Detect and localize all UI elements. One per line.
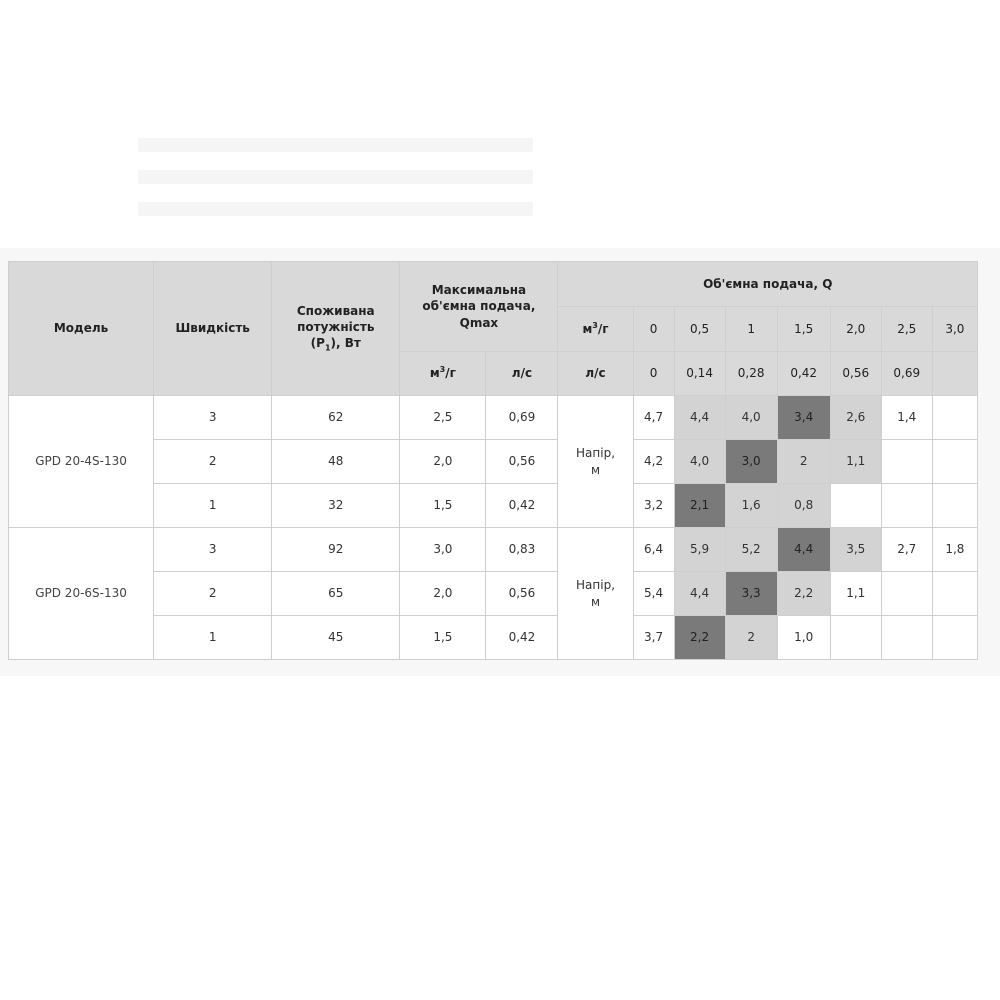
head-value-cell: 2,1 [674,484,725,528]
table-header [9,262,978,396]
qmax-ls-cell: 0,42 [486,484,558,528]
power-header-line-3-a: (P [310,336,325,351]
qmax-m3h-cell: 1,5 [400,616,486,660]
head-value-cell: 6,4 [633,528,674,572]
head-value-cell: 4,4 [777,528,830,572]
head-value-cell: 4,7 [633,396,674,440]
qmax-ls-cell: 0,56 [486,572,558,616]
power-cell: 45 [272,616,400,660]
head-label-line-1: Напір, [576,578,616,593]
flow-ls-value: 0,28 [725,352,777,396]
head-value-cell: 4,4 [674,396,725,440]
power-header-subscript: 1 [324,343,331,353]
head-value-cell: 2,7 [881,528,932,572]
power-header-line-1: Споживана [296,303,375,318]
flow-ls-value: 0,14 [674,352,725,396]
power-cell: 65 [272,572,400,616]
flow-column-header: Об'ємна подача, Q [558,262,978,307]
speed-cell: 1 [154,616,272,660]
qmax-ls-cell: 0,83 [486,528,558,572]
power-cell: 48 [272,440,400,484]
head-label-cell [558,528,633,660]
flow-m3h-value: 2,5 [881,307,932,352]
head-value-cell [932,484,977,528]
qmax-header-line-2: об'ємна подача, [422,299,536,314]
table-row [9,396,978,440]
head-label-line-2: м [590,594,601,609]
flow-ls-unit-label: л/с [558,352,633,396]
head-value-cell [932,572,977,616]
qmax-m3h-cell: 3,0 [400,528,486,572]
flow-ls-value [932,352,977,396]
power-header-line-2: потужність [297,319,375,334]
faded-background-text-line [138,202,533,216]
head-value-cell [881,484,932,528]
head-value-cell: 2 [777,440,830,484]
head-value-cell: 3,7 [633,616,674,660]
qmax-ls-unit-label: л/с [486,352,558,396]
head-value-cell: 4,4 [674,572,725,616]
head-label-cell [558,396,633,528]
flow-ls-value: 0,69 [881,352,932,396]
qmax-m3-tail: /г [445,366,456,381]
head-value-cell [830,484,881,528]
faded-background-text-line [138,138,533,152]
head-value-cell: 0,8 [777,484,830,528]
flow-m3-superscript: 3 [592,320,598,330]
head-value-cell: 4,0 [674,440,725,484]
flow-m3h-value: 1 [725,307,777,352]
qmax-m3h-cell: 2,0 [400,572,486,616]
head-value-cell: 4,0 [725,396,777,440]
table-row [9,484,978,528]
flow-m3-tail: /г [597,321,609,336]
flow-m3h-value: 0,5 [674,307,725,352]
table-row [9,572,978,616]
qmax-m3h-unit-label [400,352,486,396]
head-value-cell: 1,1 [830,572,881,616]
head-value-cell [932,616,977,660]
table-row [9,440,978,484]
faded-background-text-line [138,170,533,184]
power-header-line-3-b: ), Вт [330,336,361,351]
head-value-cell: 5,2 [725,528,777,572]
flow-m3h-value: 2,0 [830,307,881,352]
model-column-header: Модель [9,262,154,396]
qmax-m3-superscript: 3 [439,365,446,375]
power-cell: 32 [272,484,400,528]
speed-cell: 2 [154,440,272,484]
qmax-header-line-1: Максимальна [431,283,527,298]
speed-cell: 3 [154,396,272,440]
head-value-cell: 3,4 [777,396,830,440]
flow-m3h-unit-label [558,307,633,352]
qmax-header-line-3: Qmax [459,315,499,330]
speed-cell: 3 [154,528,272,572]
table-row [9,616,978,660]
flow-m3-base: м [582,321,593,336]
table-row [9,528,978,572]
qmax-ls-cell: 0,69 [486,396,558,440]
head-value-cell [932,396,977,440]
head-value-cell [932,440,977,484]
qmax-column-header [400,262,558,352]
head-label-line-2: м [590,462,601,477]
qmax-m3h-cell: 1,5 [400,484,486,528]
flow-m3h-value: 3,0 [932,307,977,352]
speed-cell: 1 [154,484,272,528]
power-cell: 62 [272,396,400,440]
model-cell: GPD 20-6S-130 [9,528,154,660]
head-value-cell: 3,5 [830,528,881,572]
table-body [9,396,978,660]
power-column-header [272,262,400,396]
qmax-ls-cell: 0,42 [486,616,558,660]
head-value-cell: 2 [725,616,777,660]
head-value-cell: 1,1 [830,440,881,484]
head-label-line-1: Напір, [576,446,616,461]
head-value-cell [881,440,932,484]
flow-ls-value: 0 [633,352,674,396]
head-value-cell [881,572,932,616]
header-row-1 [9,262,978,307]
head-value-cell: 3,3 [725,572,777,616]
head-value-cell: 3,0 [725,440,777,484]
head-value-cell: 1,6 [725,484,777,528]
head-value-cell: 1,4 [881,396,932,440]
head-value-cell: 2,2 [674,616,725,660]
flow-ls-value: 0,42 [777,352,830,396]
flow-m3h-value: 1,5 [777,307,830,352]
flow-ls-value: 0,56 [830,352,881,396]
head-value-cell [881,616,932,660]
model-cell: GPD 20-4S-130 [9,396,154,528]
head-value-cell: 2,6 [830,396,881,440]
qmax-m3-base: м [429,366,440,381]
power-cell: 92 [272,528,400,572]
head-value-cell: 3,2 [633,484,674,528]
head-value-cell: 1,8 [932,528,977,572]
head-value-cell: 5,4 [633,572,674,616]
qmax-ls-cell: 0,56 [486,440,558,484]
speed-column-header: Швидкість [154,262,272,396]
head-value-cell [830,616,881,660]
flow-m3h-value: 0 [633,307,674,352]
qmax-m3h-cell: 2,0 [400,440,486,484]
head-value-cell: 2,2 [777,572,830,616]
pump-spec-table [8,261,978,660]
speed-cell: 2 [154,572,272,616]
head-value-cell: 5,9 [674,528,725,572]
head-value-cell: 1,0 [777,616,830,660]
head-value-cell: 4,2 [633,440,674,484]
qmax-m3h-cell: 2,5 [400,396,486,440]
